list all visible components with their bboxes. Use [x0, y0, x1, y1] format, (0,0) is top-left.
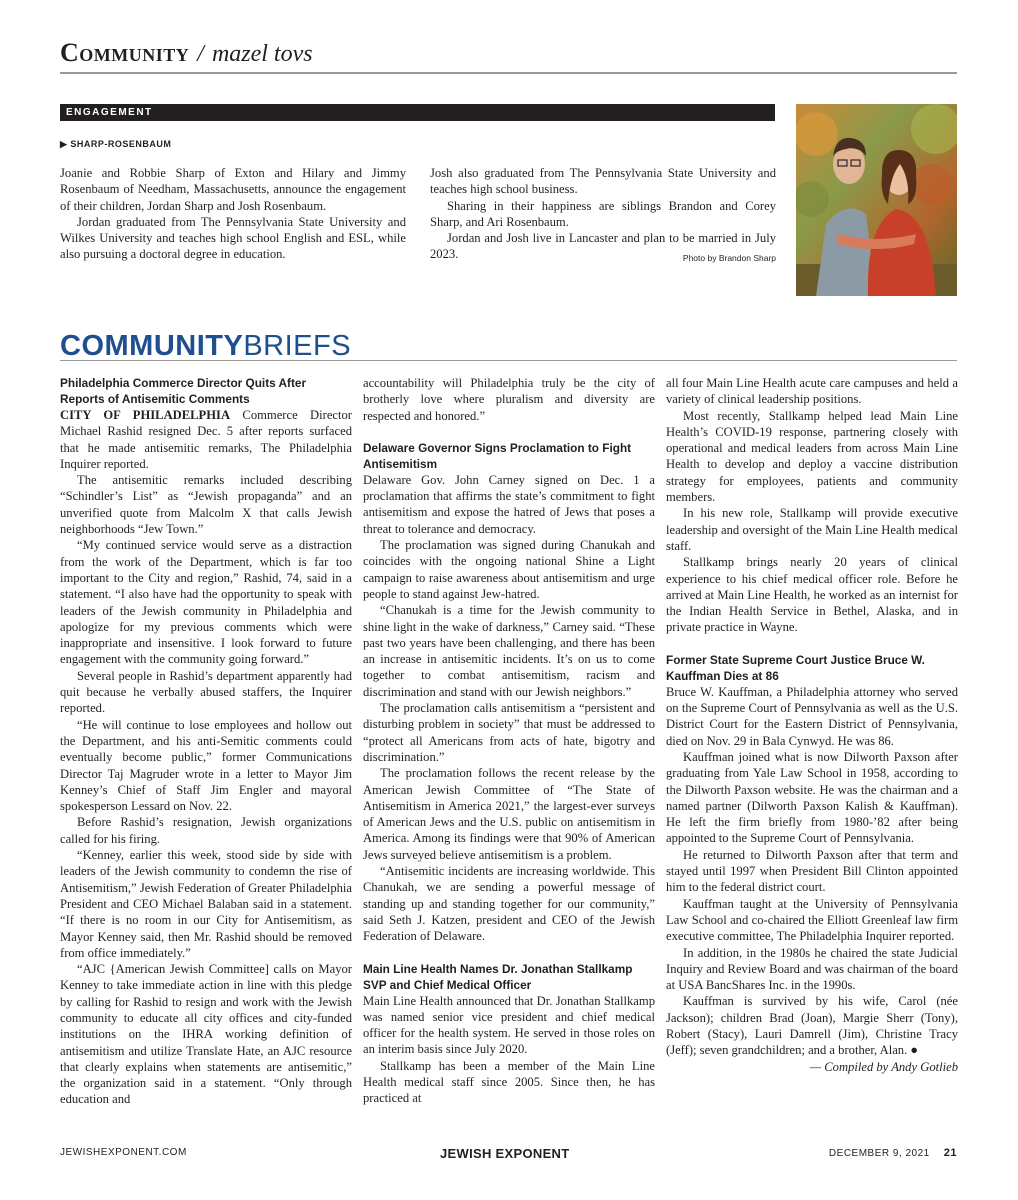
- triangle-bullet-icon: ▶: [60, 139, 68, 149]
- engagement-paragraph: Joanie and Robbie Sharp of Exton and Hilary and Jimmy Rosenbaum of Needham, Massachusetts, announce the engagement of their children, Jordan Sharp and Josh Rosenbaum.: [60, 166, 406, 213]
- article-paragraph: Bruce W. Kauffman, a Philadelphia attorney who served on the Supreme Court of Pennsylvania as well as the U.S. District Court for the Eastern District of Pennsylvania, died on Nov. 29 in Bala Cynwyd. He was 86.: [666, 684, 958, 748]
- article-paragraph: Most recently, Stallkamp helped lead Main Line Health’s COVID-19 response, partnering closely with operational and medical leaders from across Main Line Health to develop and deploy a vaccine distribution strategy for employees, patients and community members.: [666, 408, 958, 505]
- article-paragraph: The proclamation calls antisemitism a “persistent and disturbing problem in society” that must be addressed to “protect all Americans from acts of hate, bigotry and discrimination.”: [363, 701, 655, 764]
- article-paragraph: In his new role, Stallkamp will provide executive leadership and oversight of the Main Line Health medical staff.: [666, 506, 958, 553]
- article-paragraph: He returned to Dilworth Paxson after that term and stayed until 1997 when President Bill Clinton appointed him to the federal district court.: [666, 847, 958, 895]
- engagement-column-1: [60, 165, 406, 263]
- article-paragraph: “Chanukah is a time for the Jewish community to shine light in the wake of darkness,” Carney said. “These past two years have been challenging, and there has been an increase in antisemitic incidents. It’s on us to come together to combat antisemitism, racism and discrimination and stand with our Jewish neighbors.”: [363, 603, 655, 699]
- article-paragraph: Kauffman is survived by his wife, Carol (née Jackson); children Brad (Joan), Margie Sherr (Tony), Robert (Stacy), Lauri Damrell (Jim), Christine Tracy (Jeff); seven grandchildren; and a brother, Alan. ●: [666, 994, 958, 1058]
- article-paragraph: Delaware Gov. John Carney signed on Dec. 1 a proclamation that affirms the state’s commitment to fight antisemitism and expose the hatred of Jews that poses a threat to tolerance and democracy.: [363, 472, 655, 536]
- engagement-paragraph-text: Jordan and Josh live in Lancaster and plan to be married in July 2023.: [430, 231, 776, 262]
- community-briefs-header: [60, 330, 957, 361]
- footer-date: DECEMBER 9, 2021: [828, 1148, 930, 1159]
- engagement-paragraph: Jordan graduated from The Pennsylvania State University and Wilkes University and teaches high school English and ESL, while also pursuing a doctoral degree in education.: [60, 214, 406, 262]
- article-paragraph: “He will continue to lose employees and hollow out the Department, and his anti-Semitic comments could eventually become public,” former Communications Director Taj Magruder wrote in a letter to Mayor Jim Kenney’s Chief of Staff Jim Engler and mayoral spokesperson Lessard on Nov. 22.: [60, 717, 352, 814]
- section-title: Community: [60, 38, 190, 67]
- article-paragraph: Kauffman joined what is now Dilworth Paxson after graduating from Yale Law School in 1958, according to the Dilworth Paxson website. He was the chairman and a named partner (Dilworth Paxson Kalish & Kauffman). He left the firm briefly from 1980-’82 after being appointed to the Supreme Court of Pennsylvania.: [666, 749, 958, 846]
- engagement-column-2: [430, 165, 776, 267]
- article-paragraph: The proclamation follows the recent release by the American Jewish Committee of “The State of Antisemitism in America 2021,” the largest-ever surveys of American Jews and the U.S. public on antisemitism in America. Among its findings were that 90% of American Jews surveyed believe antisemitism is a problem.: [363, 766, 655, 862]
- article-headline: Delaware Governor Signs Proclamation to Fight Antisemitism: [363, 440, 632, 471]
- briefs-title-bold: COMMUNITY: [60, 330, 244, 362]
- engagement-couple-heading: [60, 139, 171, 150]
- article-paragraph: In addition, in the 1980s he chaired the state Judicial Inquiry and Review Board and was chairman of the board at USA BancShares Inc. in the 1990s.: [666, 945, 959, 993]
- article-paragraph: “AJC {American Jewish Committee] calls on Mayor Kenney to take immediate action in line with this pledge by calling for Rashid to resign and work with the Jewish community to educate all city offices and city-funded institutions on the IHRA working definition of antisemitism and utilize Translate Hate, an AJC resource that clearly explains when statements are antisemitic,” the organization said in a statement. “Only through education and: [60, 962, 352, 1107]
- article-paragraph: Kauffman taught at the University of Pennsylvania Law School and co-chaired the Elliott Greenleaf law firm executive committee, The Philadelphia Inquirer reported.: [666, 896, 958, 944]
- article-paragraph: Main Line Health announced that Dr. Jonathan Stallkamp was named senior vice president and chief medical officer for the health system. He served in those roles on an interim basis since July 2020.: [363, 993, 655, 1057]
- article-headline: Former State Supreme Court Justice Bruce W. Kauffman Dies at 86: [666, 652, 925, 683]
- engagement-paragraph: Sharing in their happiness are siblings Brandon and Corey Sharp, and Ari Rosenbaum.: [430, 198, 776, 229]
- engagement-paragraph: Josh also graduated from The Pennsylvania State University and teaches high school business.: [430, 166, 776, 197]
- article-paragraph: Before Rashid’s resignation, Jewish organizations called for his firing.: [60, 815, 352, 846]
- article-paragraph: The proclamation was signed during Chanukah and coincides with the ongoing national Shine a Light campaign to raise awareness about antisemitism and urge people to stand against Jew-hatred.: [363, 538, 655, 601]
- couple-photo-illustration: [796, 104, 957, 296]
- footer-publication: JEWISH EXPONENT: [440, 1146, 570, 1161]
- article-paragraph: “Antisemitic incidents are increasing worldwide. This Chanukah, we are sending a powerful message of standing up and standing together for our community,” said Seth J. Katzen, president and CEO of the Jewish Federation of Delaware.: [363, 864, 655, 944]
- briefs-column-3: [666, 375, 958, 1075]
- briefs-column-1: [60, 375, 352, 1108]
- article-headline: Philadelphia Commerce Director Quits After Reports of Antisemitic Comments: [60, 376, 307, 406]
- photo-credit: Photo by Brandon Sharp: [682, 253, 776, 264]
- article-paragraph: Several people in Rashid’s department apparently had quit because he verbally abused staffers, the Inquirer reported.: [60, 668, 352, 716]
- article-paragraph: Stallkamp brings nearly 20 years of clinical experience to his chief medical officer role. Before he arrived at Main Line Health, he worked as an internist for the Indian Health Service in Bethel, Alaska, and in private practice in Wayne.: [666, 555, 958, 635]
- section-subtitle: mazel tovs: [211, 41, 313, 67]
- engagement-photo: [796, 104, 957, 296]
- footer-website: JEWISHEXPONENT.COM: [60, 1147, 187, 1158]
- article-lead-text: Commerce Director Michael Rashid resigned Dec. 5 after reports surfaced that he made antisemitic remarks, The Philadelphia Inquirer reported.: [60, 408, 352, 471]
- engagement-paragraph: [430, 230, 776, 263]
- article-paragraph: Stallkamp has been a member of the Main Line Health medical staff since 2005. Since then, he has practiced at: [363, 1058, 655, 1106]
- page-number: 21: [943, 1147, 957, 1159]
- couple-name: SHARP-ROSENBAUM: [70, 139, 172, 149]
- section-header: [60, 38, 957, 74]
- footer-date-page: [829, 1147, 957, 1159]
- article-paragraph: “My continued service would serve as a distraction from the work of the Department, which is far too important to the City and region,” Rashid, 74, said in a statement. “I also have had the opportunity to speak with leaders of the Jewish community in Philadelphia and apologize for my previous comments which were inappropriate and insensitive. I look forward to future engagement with the community going forward.”: [60, 538, 352, 667]
- compiled-by-signature: — Compiled by Andy Gotlieb: [809, 1059, 958, 1074]
- article-paragraph: The antisemitic remarks included describing “Schindler’s List” as “Jewish propaganda” and an unverified quote from Malcolm X that calls Jewish neighborhoods “Jew Town.”: [60, 473, 352, 537]
- article-paragraph: accountability will Philadelphia truly be the city of brotherly love where pluralism and diversity are respected and honored.”: [363, 376, 655, 423]
- article-paragraph: all four Main Line Health acute care campuses and held a variety of clinical leadership positions.: [666, 376, 958, 407]
- article-paragraph: “Kenney, earlier this week, stood side by side with leaders of the Jewish community to condemn the rise of Antisemitism,” Jewish Federation of Greater Philadelphia President and CEO Michael Balaban said in a statement. “If there is no room in our City for Antisemitism, as Mayor Kenney said, then Mr. Rashid should be removed from office immediately.”: [60, 848, 352, 960]
- engagement-label-bar: ENGAGEMENT: [60, 104, 775, 121]
- dateline: CITY OF PHILADELPHIA: [60, 408, 231, 422]
- briefs-title-light: BRIEFS: [243, 330, 352, 362]
- section-separator: /: [197, 41, 204, 67]
- page-footer: [60, 1146, 957, 1162]
- briefs-column-2: [363, 375, 655, 1107]
- article-paragraph: [60, 407, 352, 472]
- article-headline: Main Line Health Names Dr. Jonathan Stallkamp SVP and Chief Medical Officer: [363, 961, 633, 992]
